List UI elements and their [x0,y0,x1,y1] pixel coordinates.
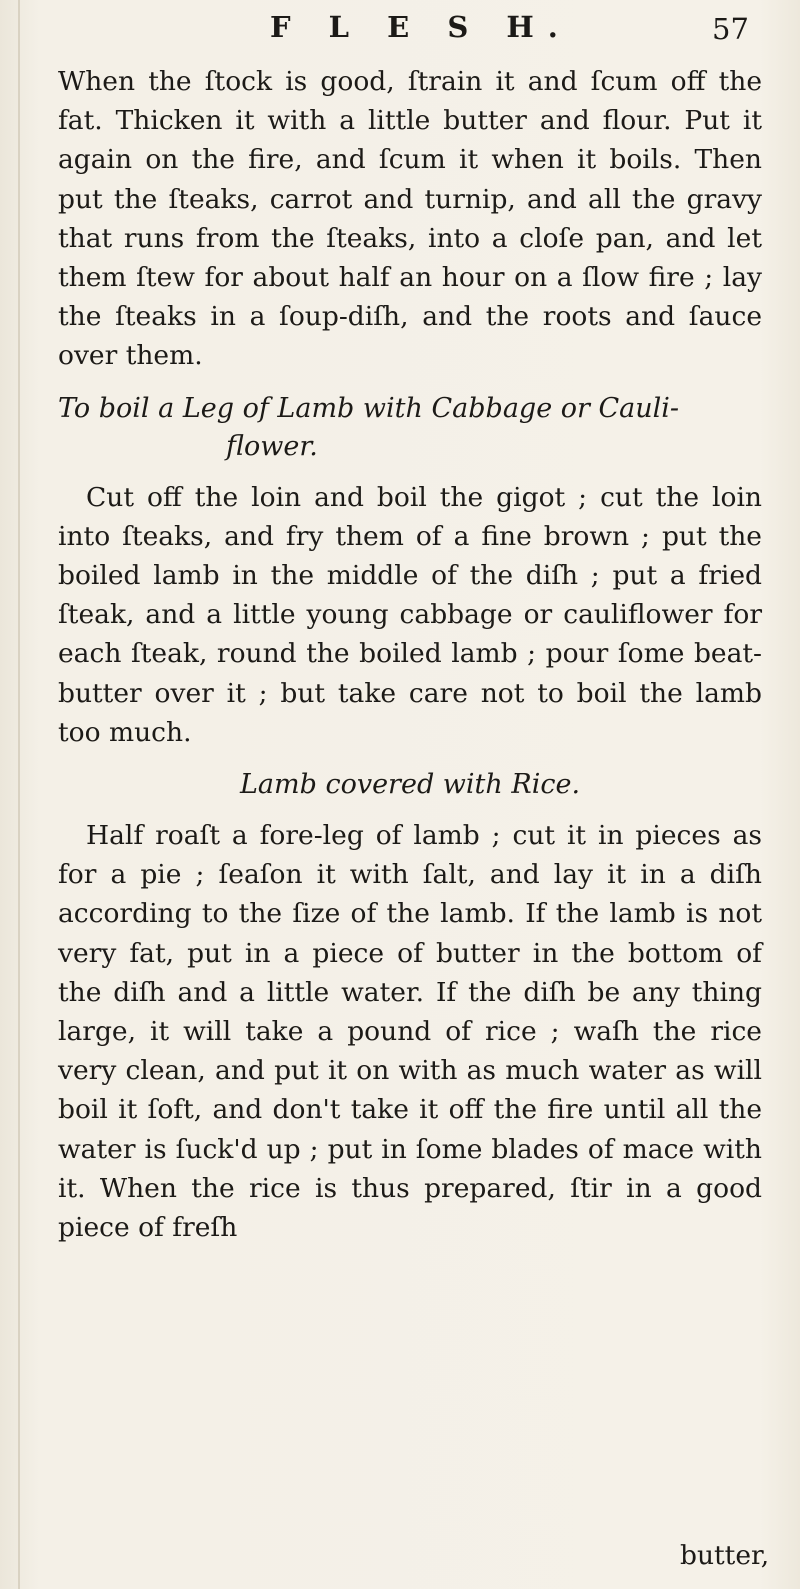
running-title: F L E S H. [270,10,572,44]
recipe-heading-leg-of-lamb [58,390,762,466]
recipe-heading-lamb-rice: Lamb covered with Rice. [239,769,581,801]
page-body [58,62,762,1247]
recipe-heading-line-2: flower. [226,430,318,462]
running-head [0,10,800,58]
catchword: butter, [680,1540,770,1571]
paragraph-steak-stew: When the ſtock is good, ſtrain it and ſcum off the fat. Thicken it with a little butter and flour. Put it again on the fire, and ſcum it when it boils. Then put the ſteaks, carrot and turnip, and all the gravy that runs from the ſteaks, into a cloſe pan, and let them ſtew for about half an hour on a ſlow fire ; lay the ſteaks in a ſoup-diſh, and the roots and ſauce over them. [58,66,762,372]
paragraph-lamb-rice: Half roaſt a fore-leg of lamb ; cut it in pieces as for a pie ; ſeaſon it with ſalt, and lay it in a diſh according to the ſize of the lamb. If the lamb is not very fat, put in a piece of butter in the bottom of the diſh and a little water. If the diſh be any thing large, it will take a pound of rice ; waſh the rice very clean, and put it on with as much water as will boil it ſoft, and don't take it off the fire until all the water is ſuck'd up ; put in ſome blades of mace with it. When the rice is thus prepared, ſtir in a good piece of freſh [58,820,762,1244]
page-number: 57 [712,12,749,46]
paragraph-leg-of-lamb: Cut off the loin and boil the gigot ; cut the loin into ſteaks, and fry them of a fine brown ; put the boiled lamb in the middle of the diſh ; put a fried ſteak, and a little young cabbage or cauliflower for each ſteak, round the boiled lamb ; pour ſome beat-butter over it ; but take care not to boil the lamb too much. [58,481,762,748]
gutter-shadow [18,0,20,1589]
recipe-heading-line-1: To boil a Leg of Lamb with Cabbage or Cauli- [58,392,680,424]
